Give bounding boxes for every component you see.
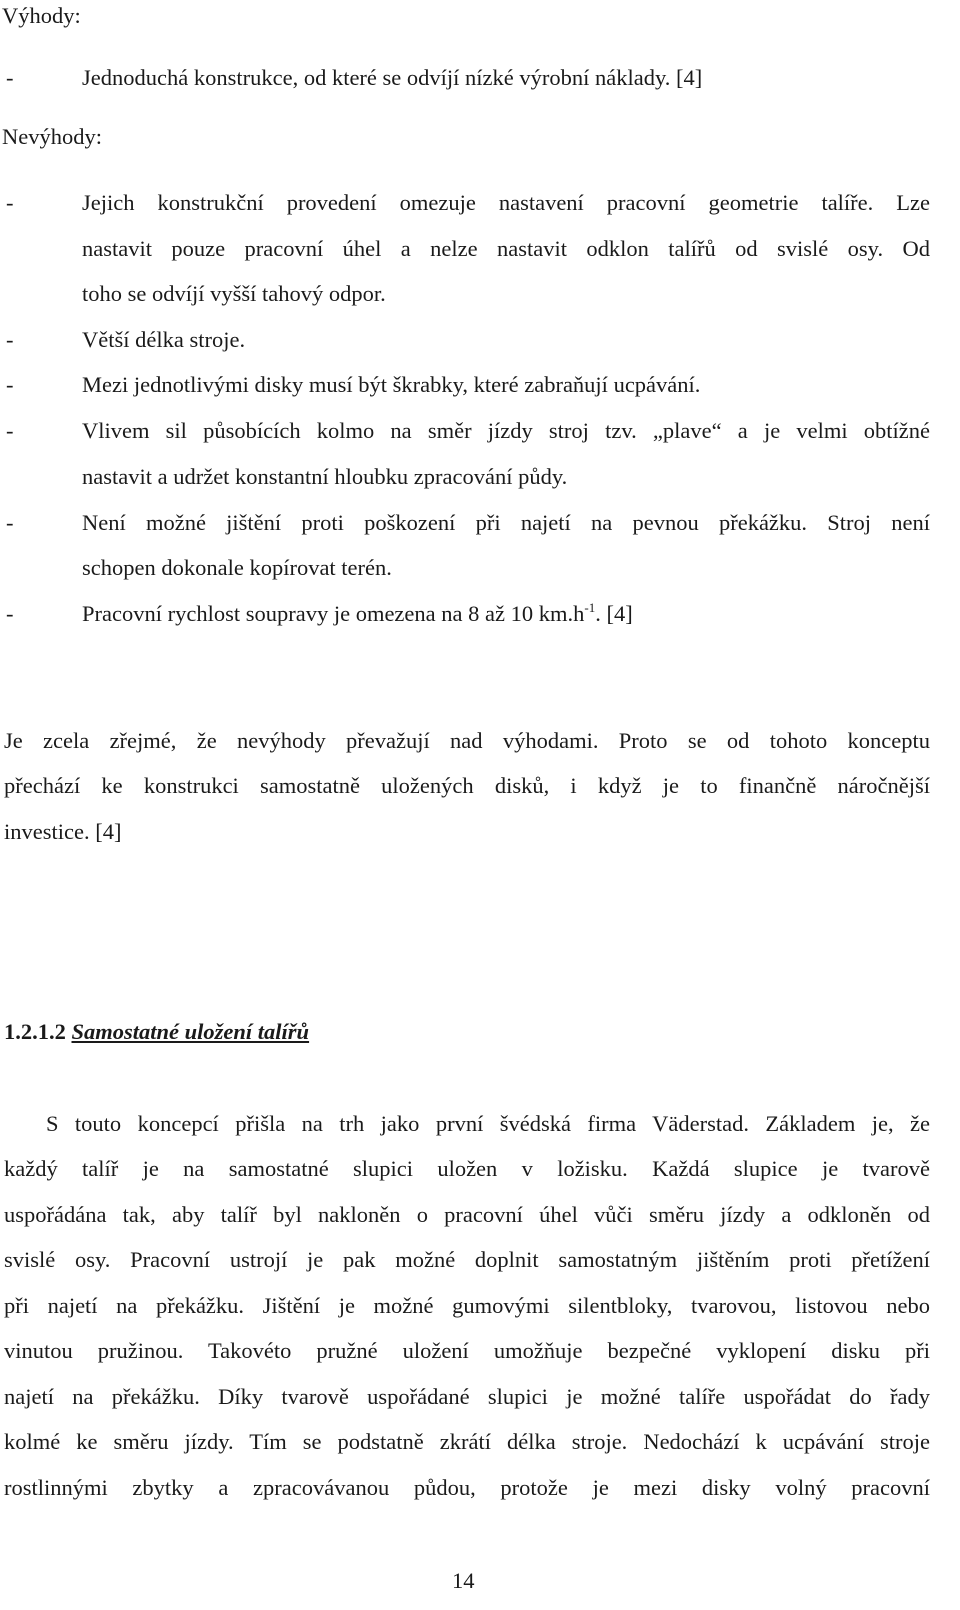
body-line: při najetí na překážku. Jištění je možné gumovými silentbloky, tvarovou, listovou nebo (4, 1293, 930, 1318)
list-item-text: Jejich konstrukční provedení omezuje nastavení pracovní geometrie talíře. Lze (82, 190, 930, 215)
body-line: rostlinnými zbytky a zpracovávanou půdou, protože je mezi disky volný pracovní (4, 1475, 930, 1500)
list-item-text: Mezi jednotlivými disky musí být škrabky, které zabraňují ucpávání. (82, 372, 701, 397)
list-item-continuation: schopen dokonale kopírovat terén. (82, 555, 392, 580)
list-item-text: Jednoduchá konstrukce, od které se odvíjí nízké výrobní náklady. [4] (82, 65, 703, 90)
body-line: S touto koncepcí přišla na trh jako první švédská firma Väderstad. Základem je, že (46, 1111, 930, 1136)
list-dash: - (6, 418, 14, 443)
body-line: najetí na překážku. Díky tvarově uspořádané slupici je možné talíře uspořádat do řady (4, 1384, 930, 1409)
body-line: vinutou pružinou. Takovéto pružné uložení umožňuje bezpečné vyklopení disku při (4, 1338, 930, 1363)
conclusion-line: investice. [4] (4, 819, 122, 844)
list-dash: - (6, 190, 14, 215)
section-title: Samostatné uložení talířů (71, 1019, 310, 1044)
list-dash: - (6, 65, 14, 90)
body-line: každý talíř je na samostatné slupici uložen v ložisku. Každá slupice je tvarově (4, 1156, 930, 1181)
list-item-continuation: nastavit pouze pracovní úhel a nelze nastavit odklon talířů od svislé osy. Od (82, 236, 930, 261)
list-dash: - (6, 601, 14, 626)
list-item-text (82, 599, 930, 629)
body-line: svislé osy. Pracovní ustrojí je pak možné doplnit samostatným jištěním proti přetížení (4, 1247, 930, 1272)
body-line: kolmé ke směru jízdy. Tím se podstatně zkrátí délka stroje. Nedochází k ucpávání stroje (4, 1429, 930, 1454)
list-item-text: Vlivem sil působících kolmo na směr jízdy stroj tzv. „plave“ a je velmi obtížné (82, 418, 930, 443)
advantages-heading: Výhody: (2, 3, 81, 28)
section-heading (4, 1017, 309, 1047)
citation: . [4] (595, 601, 633, 626)
unit-exponent: -1 (584, 600, 596, 615)
page-number: 14 (452, 1568, 475, 1593)
conclusion-line: Je zcela zřejmé, že nevýhody převažují nad výhodami. Proto se od tohoto konceptu (4, 728, 930, 753)
list-item-continuation: nastavit a udržet konstantní hloubku zpracování půdy. (82, 464, 568, 489)
list-item-text: Není možné jištění proti poškození při najetí na pevnou překážku. Stroj není (82, 510, 930, 535)
body-line: uspořádána tak, aby talíř byl nakloněn o pracovní úhel vůči směru jízdy a odkloněn od (4, 1202, 930, 1227)
conclusion-line: přechází ke konstrukci samostatně uložených disků, i když je to finančně náročnější (4, 773, 930, 798)
list-item-continuation: toho se odvíjí vyšší tahový odpor. (82, 281, 386, 306)
list-dash: - (6, 327, 14, 352)
list-dash: - (6, 510, 14, 535)
list-dash: - (6, 372, 14, 397)
section-number: 1.2.1.2 (4, 1019, 66, 1044)
list-item-text: Větší délka stroje. (82, 327, 246, 352)
speed-text: Pracovní rychlost soupravy je omezena na 8 až 10 km.h (82, 601, 585, 626)
disadvantages-heading: Nevýhody: (2, 124, 102, 149)
